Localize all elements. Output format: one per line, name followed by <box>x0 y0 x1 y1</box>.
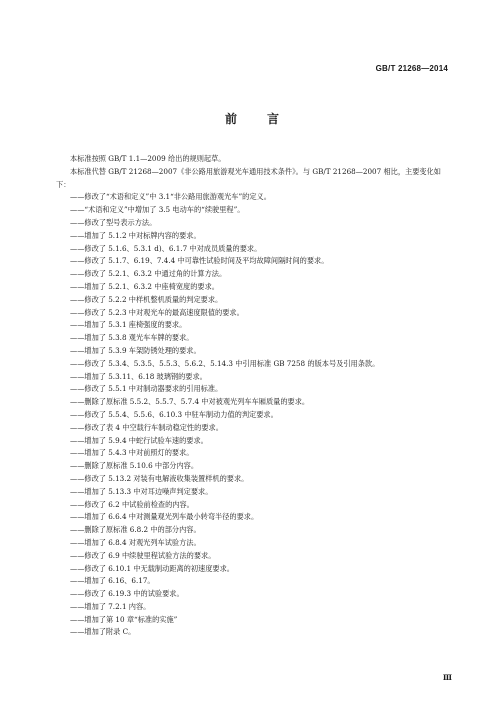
title-char-2: 言 <box>267 112 280 126</box>
page-title <box>0 110 504 127</box>
list-item: ——增加了 5.13.3 中对耳边噪声判定要求。 <box>70 486 213 496</box>
standard-code: GB/T 21268—2014 <box>375 64 448 73</box>
list-item: ——增加了 5.2.1、6.3.2 中座椅宽度的要求。 <box>70 281 219 291</box>
list-item: ——增加了 5.3.9 车架防锈处理的要求。 <box>70 345 201 355</box>
list-item: ——修改了 6.10.1 中无载制动距离的初速度要求。 <box>70 563 234 573</box>
list-item: ——增加了 6.8.4 对观光列车试验方法。 <box>70 537 201 547</box>
list-item: ——删除了原标准 6.8.2 中的部分内容。 <box>70 525 201 535</box>
list-item: ——增加了 6.6.4 中对测量观光列车最小转弯半径的要求。 <box>70 512 259 522</box>
list-item: ——修改了 5.5.4、5.5.6、6.10.3 中驻车制动力值的判定要求。 <box>70 409 278 419</box>
list-item: ——修改了“术语和定义”中 3.1“非公路用旅游观光车”的定义。 <box>70 192 271 202</box>
change-list <box>56 191 454 639</box>
list-item: ——修改了 5.5.1 中对制动器要求的引用标准。 <box>70 384 223 394</box>
list-item: ——增加了 5.3.11、6.18 玻璃钢的要求。 <box>70 371 207 381</box>
list-item: ——修改了 6.9 中续驶里程试验方法的要求。 <box>70 550 216 560</box>
list-item: ——删除了原标准 5.5.2、5.5.7、5.7.4 中对被观光列车车厢质量的要求。 <box>70 397 310 407</box>
list-item: ——增加了 5.4.3 中对前照灯的要求。 <box>70 448 194 458</box>
list-item: ——增加了 5.3.8 观光车车牌的要求。 <box>70 333 194 343</box>
list-item: ——增加了附录 C。 <box>70 627 136 637</box>
list-item: ——增加了 6.16、6.17。 <box>70 576 155 586</box>
list-item: ——增加了 5.1.2 中对标牌内容的要求。 <box>70 230 201 240</box>
paragraph-replacement: 本标准代替 GB/T 21268—2007《非公路用旅游观光车通用技术条件》。与 GB/T 21268—2007 相比，主要变化如下： <box>56 166 441 189</box>
list-item: ——删除了原标准 5.10.6 中部分内容。 <box>70 461 199 471</box>
list-item: ——增加了 5.3.1 座椅强度的要求。 <box>70 320 187 330</box>
list-item: ——修改了 5.3.4、5.3.5、5.5.3、5.6.2、5.14.3 中引用标准 GB 7258 的版本号及引用条款。 <box>70 358 380 368</box>
foreword-body <box>56 153 454 639</box>
list-item: ——修改了 5.2.1、6.3.2 中通过角的计算方法。 <box>70 269 227 279</box>
list-item: ——修改了 6.2 中试验前检查的内容。 <box>70 499 194 509</box>
list-item: ——修改了 5.2.2 中样机整机质量的判定要求。 <box>70 294 223 304</box>
list-item: ——增加了 7.2.1 内容。 <box>70 601 151 611</box>
list-item: ——增加了 5.9.4 中蛇行试验车速的要求。 <box>70 435 208 445</box>
list-item: ——修改了 5.1.7、6.19、7.4.4 中可靠性试验时间及平均故障间隔时间的要求。 <box>70 256 329 266</box>
list-item: ——修改了 5.2.3 中对观光车的最高速度限值的要求。 <box>70 307 244 317</box>
list-item: ——修改了 5.1.6、5.3.1 d)、6.1.7 中对成员质量的要求。 <box>70 243 262 253</box>
list-item: ——增加了第 10 章“标准的实施” <box>70 614 178 624</box>
title-char-1: 前 <box>224 112 237 126</box>
paragraph-drafting-rules: 本标准按照 GB/T 1.1—2009 给出的规则起草。 <box>70 154 226 163</box>
list-item: ——“术语和定义”中增加了 3.5 电动车的“续驶里程”。 <box>70 205 245 215</box>
page-number: Ⅲ <box>442 673 452 682</box>
list-item: ——修改了 6.19.3 中的试验要求。 <box>70 589 184 599</box>
list-item: ——修改了型号表示方法。 <box>70 217 157 227</box>
list-item: ——修改了 5.13.2 对装有电解液收集装置样机的要求。 <box>70 473 249 483</box>
list-item: ——修改了表 4 中空载行车制动稳定性的要求。 <box>70 422 223 432</box>
